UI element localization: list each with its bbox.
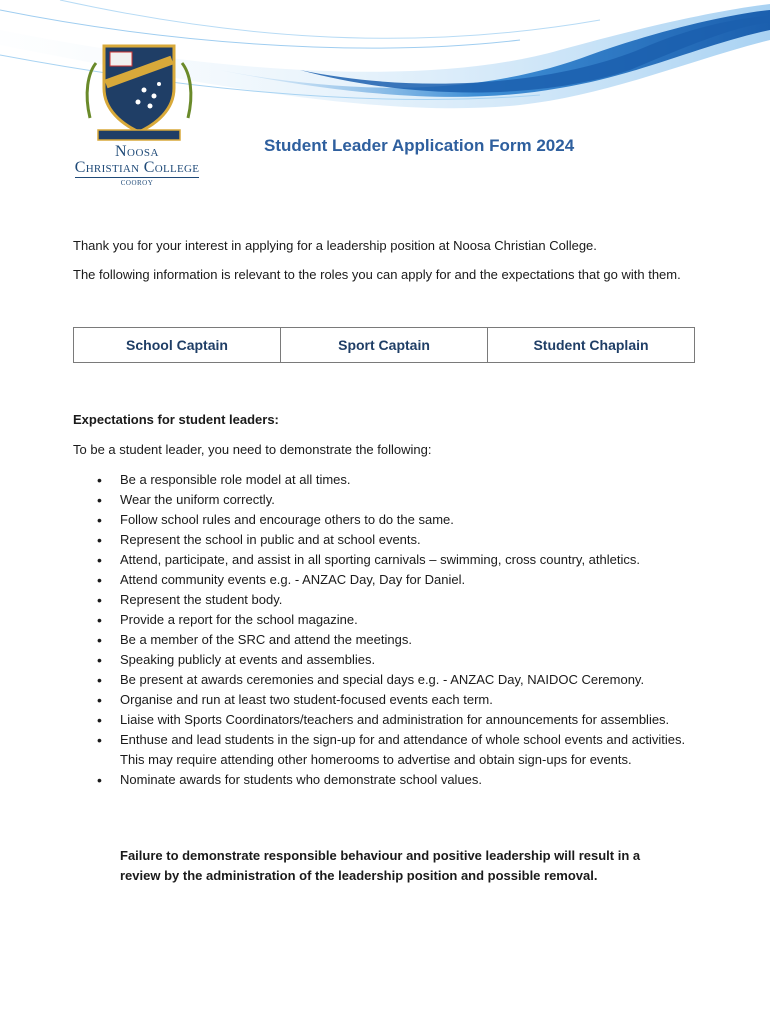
intro-paragraph-2: The following information is relevant to the roles you can apply for and the expectations that go with them. [73,267,681,282]
list-item: • Attend community events e.g. - ANZAC Day, Day for Daniel. [73,570,713,590]
school-name-line3: COOROY [120,179,154,187]
role-school-captain: School Captain [126,337,228,353]
list-item: • Wear the uniform correctly. [73,490,713,510]
list-item: • Be present at awards ceremonies and special days e.g. - ANZAC Day, NAIDOC Ceremony. [73,670,713,690]
list-item: • Be a responsible role model at all times. [73,470,713,490]
list-item: • Organise and run at least two student-focused events each term. [73,690,713,710]
list-item: • Follow school rules and encourage others to do the same. [73,510,713,530]
role-student-chaplain: Student Chaplain [487,328,694,362]
list-item: • Represent the student body. [73,590,713,610]
list-item: • Nominate awards for students who demonstrate school values. [73,770,713,790]
school-name-wordmark [62,144,212,189]
school-crest-logo [84,38,194,148]
list-item: • Provide a report for the school magazine. [73,610,713,630]
role-sport-captain: Sport Captain [280,328,487,362]
list-item: • Attend, participate, and assist in all sporting carnivals – swimming, cross country, athletics. [73,550,713,570]
list-item: • Represent the school in public and at school events. [73,530,713,550]
roles-table [73,327,695,363]
expectations-list [73,470,713,790]
expectations-heading: Expectations for student leaders: [73,412,279,427]
intro-paragraph-1: Thank you for your interest in applying for a leadership position at Noosa Christian College. [73,238,597,253]
warning-notice: Failure to demonstrate responsible behaviour and positive leadership will result in a review by the administration of the leadership position and possible removal. [120,848,641,883]
list-item: • Be a member of the SRC and attend the meetings. [73,630,713,650]
list-item: • Enthuse and lead students in the sign-up for and attendance of whole school events and activities. This may require attending other homerooms to advertise and obtain sign-ups for events. [73,730,713,770]
school-name-line1: Noosa [114,143,159,160]
list-item: • Liaise with Sports Coordinators/teachers and administration for announcements for assemblies. [73,710,713,730]
school-name-line2: Christian College [74,159,200,176]
expectations-lead: To be a student leader, you need to demonstrate the following: [73,442,432,457]
list-item: • Speaking publicly at events and assemblies. [73,650,713,670]
form-title: Student Leader Application Form 2024 [264,136,575,155]
